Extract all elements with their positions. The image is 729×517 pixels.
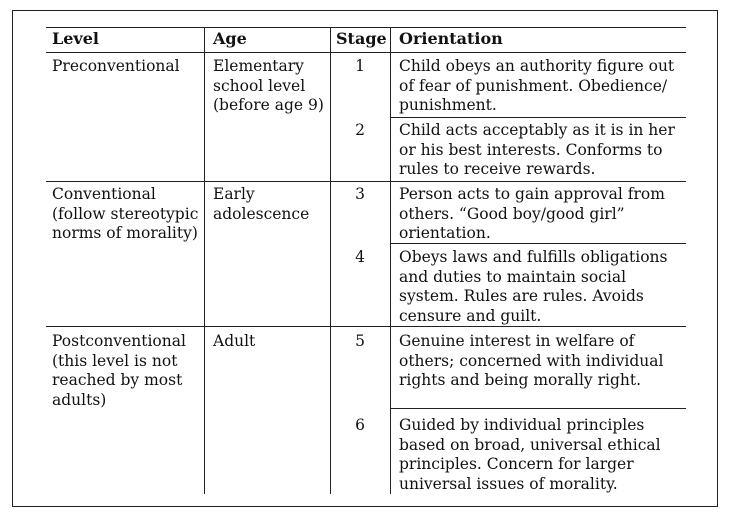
row-5-level: Postconventional (this level is not reached by most adults) — [52, 332, 186, 409]
header-stage: Stage — [336, 29, 387, 48]
row-5-stage: 5 — [355, 332, 365, 350]
header-age: Age — [213, 29, 247, 48]
row-3-stage: 3 — [355, 185, 365, 203]
row-rule — [390, 408, 686, 409]
row-3-level: Conventional (follow stereotypic norms of morality) — [52, 185, 199, 242]
row-3-age: Early adolescence — [213, 185, 310, 223]
column-divider — [390, 27, 391, 494]
row-1-stage: 1 — [355, 57, 365, 75]
row-6-stage: 6 — [355, 416, 365, 434]
row-5-age: Adult — [213, 332, 256, 350]
header-level: Level — [52, 29, 99, 48]
row-1-age: Elementary school level (before age 9) — [213, 57, 324, 114]
row-rule — [46, 326, 686, 327]
row-rule — [390, 117, 686, 118]
row-2-orientation: Child acts acceptably as it is in her or his best interests. Conforms to rules to receive rewards. — [399, 121, 675, 178]
column-divider — [204, 27, 205, 494]
header-bottom-rule — [46, 52, 686, 53]
header-top-rule — [46, 27, 686, 28]
row-3-orientation: Person acts to gain approval from others. “Good boy/good girl” orientation. — [399, 185, 665, 242]
row-6-orientation: Guided by individual principles based on broad, universal ethical principles. Concern for larger universal issues of morality. — [399, 416, 661, 493]
row-4-orientation: Obeys laws and fulfills obligations and duties to maintain social system. Rules are rules. Avoids censure and guilt. — [399, 248, 668, 325]
row-4-stage: 4 — [355, 248, 365, 266]
row-5-orientation: Genuine interest in welfare of others; concerned with individual rights and being morally right. — [399, 332, 664, 389]
row-1-orientation: Child obeys an authority figure out of fear of punishment. Obedience/ punishment. — [399, 57, 675, 114]
column-divider — [330, 27, 331, 494]
row-rule — [46, 181, 686, 182]
header-orientation: Orientation — [399, 29, 503, 48]
row-2-stage: 2 — [355, 121, 365, 139]
row-1-level: Preconventional — [52, 57, 180, 75]
